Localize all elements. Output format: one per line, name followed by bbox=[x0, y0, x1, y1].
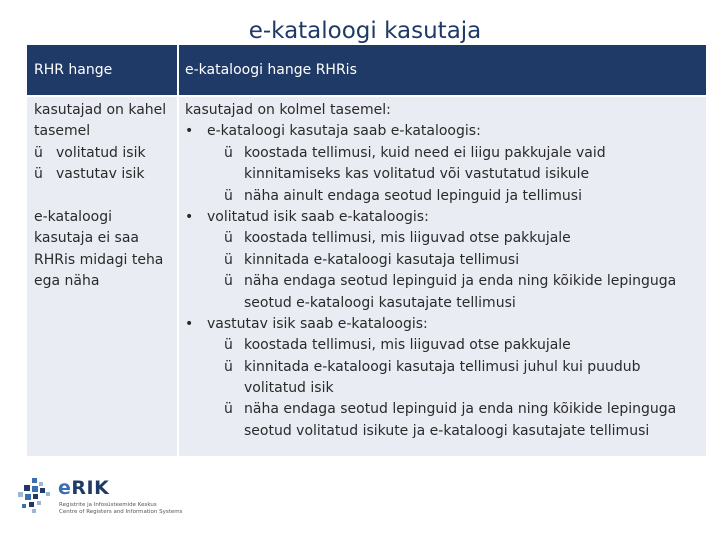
check-icon: ü bbox=[224, 187, 233, 204]
row-separator bbox=[27, 95, 706, 97]
logo-name: eRIK bbox=[58, 477, 110, 499]
text-line bbox=[185, 100, 703, 121]
header-cell-ekataloog: e-kataloogi hange RHRis bbox=[185, 62, 357, 78]
right-line-6: koostada tellimusi, mis liiguvad otse pakkujale bbox=[244, 230, 571, 247]
logo-subtitle-et: Registrite ja Infosüsteemide Keskus bbox=[59, 502, 157, 508]
text-line bbox=[34, 121, 174, 142]
check-icon: ü bbox=[224, 144, 233, 161]
right-line-11: koostada tellimusi, mis liiguvad otse pakkujale bbox=[244, 337, 571, 354]
left-line-1: tasemel bbox=[34, 123, 91, 140]
left-line-2: volitatud isik bbox=[56, 144, 146, 161]
right-line-10: vastutav isik saab e-kataloogis: bbox=[207, 315, 428, 332]
right-line-14: näha endaga seotud lepinguid ja enda ning kõikide lepinguga bbox=[244, 401, 677, 418]
info-table bbox=[27, 45, 706, 456]
check-icon: ü bbox=[224, 358, 233, 375]
text-line bbox=[34, 228, 174, 249]
bullet-icon: • bbox=[185, 208, 194, 225]
text-line bbox=[34, 207, 174, 228]
table-header-row bbox=[27, 45, 706, 95]
right-line-0: kasutajad on kolmel tasemel: bbox=[185, 102, 391, 118]
rik-logo bbox=[18, 476, 218, 526]
right-line-9: seotud e-kataloogi kasutajate tellimusi bbox=[244, 294, 516, 311]
right-line-15: seotud volitatud isikute ja e-kataloogi kasutajate tellimusi bbox=[244, 422, 650, 439]
right-line-3: kinnitamiseks kas volitatud või vastutatud isikule bbox=[244, 166, 590, 183]
bullet-icon: • bbox=[185, 123, 194, 140]
right-line-8: näha endaga seotud lepinguid ja enda ning kõikide lepinguga bbox=[244, 273, 677, 290]
right-cell bbox=[185, 100, 703, 442]
check-icon: ü bbox=[224, 337, 233, 354]
check-item bbox=[185, 143, 703, 164]
left-line-3: vastutav isik bbox=[56, 166, 145, 183]
check-item bbox=[185, 228, 703, 249]
text-line bbox=[185, 421, 703, 442]
check-item bbox=[185, 186, 703, 207]
left-line-8: ega näha bbox=[34, 273, 100, 290]
text-line bbox=[34, 100, 174, 121]
check-icon: ü bbox=[34, 166, 43, 183]
right-line-7: kinnitada e-kataloogi kasutaja tellimusi bbox=[244, 251, 520, 268]
check-item bbox=[185, 250, 703, 271]
right-line-12: kinnitada e-kataloogi kasutaja tellimusi juhul kui puudub bbox=[244, 358, 641, 375]
check-icon: ü bbox=[224, 251, 233, 268]
left-line-7: RHRis midagi teha bbox=[34, 251, 164, 268]
left-line-5: e-kataloogi bbox=[34, 208, 112, 225]
bullet-icon: • bbox=[185, 315, 194, 332]
left-cell bbox=[34, 100, 174, 293]
bullet-item bbox=[185, 121, 703, 142]
text-line bbox=[185, 378, 703, 399]
spacer bbox=[34, 186, 174, 207]
header-divider bbox=[177, 45, 179, 95]
text-line bbox=[185, 293, 703, 314]
check-item bbox=[34, 143, 174, 164]
check-icon: ü bbox=[224, 401, 233, 418]
header-cell-rhr: RHR hange bbox=[34, 62, 113, 78]
logo-subtitle-en: Centre of Registers and Information Systems bbox=[59, 509, 183, 515]
check-icon: ü bbox=[34, 144, 43, 161]
check-item bbox=[185, 357, 703, 378]
bullet-item bbox=[185, 314, 703, 335]
right-line-1: e-kataloogi kasutaja saab e-kataloogis: bbox=[207, 123, 481, 140]
check-item bbox=[185, 271, 703, 292]
check-item bbox=[34, 164, 174, 185]
right-line-2: koostada tellimusi, kuid need ei liigu pakkujale vaid bbox=[244, 144, 606, 161]
right-line-5: volitatud isik saab e-kataloogis: bbox=[207, 208, 429, 225]
right-line-13: volitatud isik bbox=[244, 380, 334, 397]
column-divider bbox=[177, 97, 179, 456]
logo-dots-icon bbox=[18, 476, 58, 516]
text-line bbox=[34, 250, 174, 271]
right-line-4: näha ainult endaga seotud lepinguid ja tellimusi bbox=[244, 187, 582, 204]
check-item bbox=[185, 399, 703, 420]
text-line bbox=[185, 164, 703, 185]
left-line-0: kasutajad on kahel bbox=[34, 102, 167, 118]
check-item bbox=[185, 335, 703, 356]
check-icon: ü bbox=[224, 273, 233, 290]
text-line bbox=[34, 271, 174, 292]
check-icon: ü bbox=[224, 230, 233, 247]
slide-title: e-kataloogi kasutaja bbox=[248, 18, 482, 44]
left-line-6: kasutaja ei saa bbox=[34, 230, 139, 247]
bullet-item bbox=[185, 207, 703, 228]
